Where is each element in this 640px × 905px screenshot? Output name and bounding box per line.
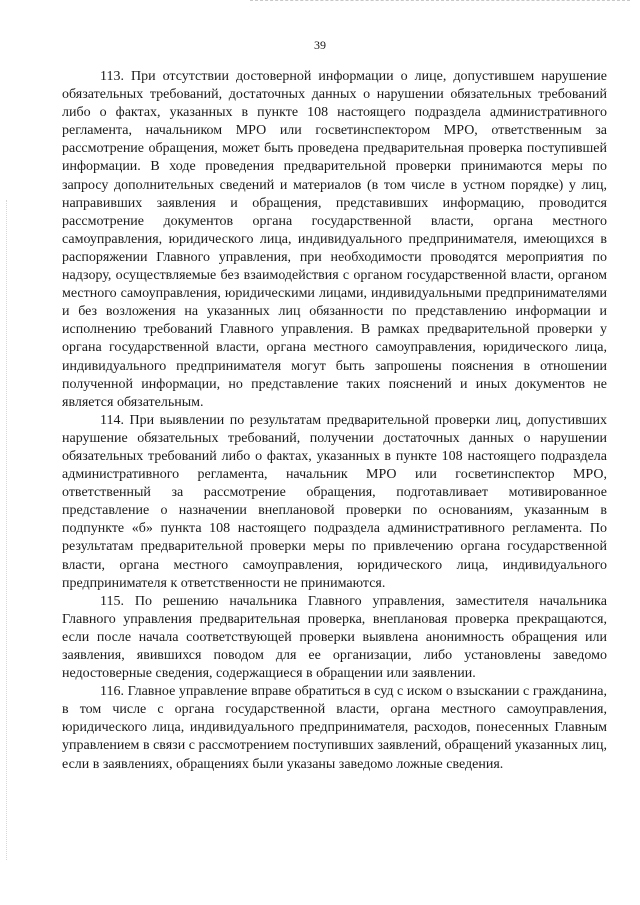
paragraph-114: 114. При выявлении по результатам предварительной проверки лиц, допустивших нарушение обязательных требований, получении достаточных данных о нарушении обязательных требований либо о фактах, указанных в пункте 108 настоящего подраздела административного регламента, начальник МРО или госветинспектор МРО, ответственный за рассмотрение обращения, подготавливает мотивированное представление о назначении внеплановой проверки по основаниям, указанным в подпункте «б» пункта 108 настоящего подраздела административного регламента. По результатам предварительной проверки меры по привлечению органа государственной власти, органа местного самоуправления, юридического лица, индивидуального предпринимателя к ответственности не принимаются. xyxy=(62,412,607,591)
paragraph-115: 115. По решению начальника Главного управления, заместителя начальника Главного управления предварительная проверка, внеплановая проверка прекращаются, если после начала соответствующей проверки выявлена анонимность обращения или заявления, явившихся поводом для ее организации, либо установлены заведомо недостоверные сведения, содержащиеся в обращении или заявлении. xyxy=(62,593,607,682)
page-number: 39 xyxy=(314,38,326,52)
scan-edge-artifact xyxy=(250,0,630,3)
margin-dotted-line xyxy=(6,200,8,860)
paragraph-113: 113. При отсутствии достоверной информации о лице, допустившем нарушение обязательных требований, достаточных данных о нарушении обязательных требований либо о фактах, указанных в пункте 108 настоящего подраздела административного регламента, начальником МРО или госветинспектором МРО, ответственным за рассмотрение обращения, может быть проведена предварительная проверка поступившей информации. В ходе проведения предварительной проверки принимаются меры по запросу дополнительных сведений и материалов (в том числе в устном порядке) у лиц, направивших заявления и обращения, представивших информацию, проводится рассмотрение документов органа государственной власти, органа местного самоуправления, юридического лица, индивидуального предпринимателя, имеющихся в распоряжении Главного управления, при необходимости проводятся мероприятия по надзору, осуществляемые без взаимодействия с органом государственной власти, органом местного самоуправления, юридическими лицами, индивидуальными предпринимателями и без возложения на указанных лиц обязанности по представлению информации и исполнению требований Главного управления. В рамках предварительной проверки у органа государственной власти, органа местного самоуправления, юридического лица, индивидуального предпринимателя могут быть запрошены пояснения в отношении полученной информации, но представление таких пояснений и иных документов не является обязательным. xyxy=(62,69,607,410)
paragraph-116: 116. Главное управление вправе обратиться в суд с иском о взыскании с гражданина, в том числе с органа государственной власти, органа местного самоуправления, юридического лица, индивидуального предпринимателя, расходов, понесенных Главным управлением в связи с рассмотрением поступивших заявлений, обращений указанных лиц, если в заявлениях, обращениях были указаны заведомо ложные сведения. xyxy=(62,684,607,772)
document-body xyxy=(62,68,607,774)
